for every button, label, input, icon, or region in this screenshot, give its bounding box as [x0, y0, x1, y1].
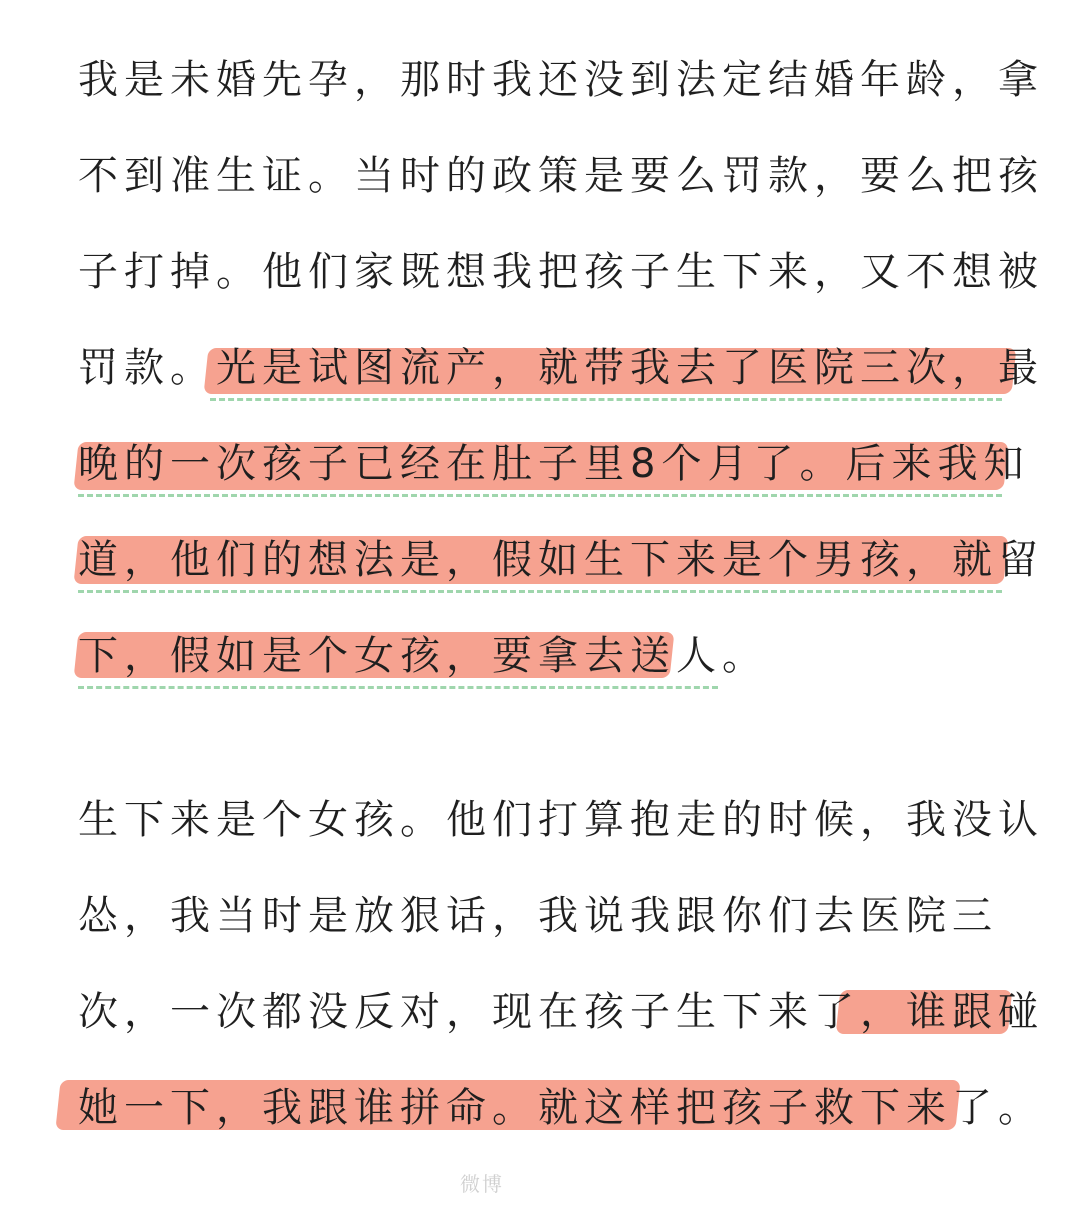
text-line [78, 1080, 1044, 1136]
line-text: 罚款。光是试图流产，就带我去了医院三次，最 [78, 345, 1044, 391]
line-text: 子打掉。他们家既想我把孩子生下来，又不想被 [78, 249, 1044, 295]
line-text: 次，一次都没反对，现在孩子生下来了，谁跟碰 [78, 989, 1044, 1035]
text-line [78, 148, 1044, 204]
line-text: 生下来是个女孩。他们打算抱走的时候，我没认 [78, 797, 1044, 843]
text-line [78, 888, 1008, 944]
text-line [78, 984, 1044, 1040]
line-text: 怂，我当时是放狠话，我说我跟你们去医院三 [78, 893, 998, 939]
dashed-underline [210, 398, 1002, 401]
line-text: 晚的一次孩子已经在肚子里8个月了。后来我知 [78, 441, 1030, 487]
watermark-logo: 微博 [460, 1172, 504, 1196]
line-text: 下，假如是个女孩，要拿去送人。 [78, 633, 768, 679]
text-line [78, 628, 1008, 684]
text-line [78, 436, 1030, 492]
text-line [78, 532, 1044, 588]
text-line [78, 52, 1044, 108]
dashed-underline [78, 494, 1002, 497]
line-text: 我是未婚先孕，那时我还没到法定结婚年龄，拿 [78, 57, 1044, 103]
text-line [78, 792, 1044, 848]
line-text: 不到准生证。当时的政策是要么罚款，要么把孩 [78, 153, 1044, 199]
line-text: 她一下，我跟谁拼命。就这样把孩子救下来了。 [78, 1085, 1044, 1131]
dashed-underline [78, 590, 1002, 593]
dashed-underline [78, 686, 718, 689]
line-text: 道，他们的想法是，假如生下来是个男孩，就留 [78, 537, 1044, 583]
text-line [78, 244, 1044, 300]
text-line [78, 340, 1044, 396]
